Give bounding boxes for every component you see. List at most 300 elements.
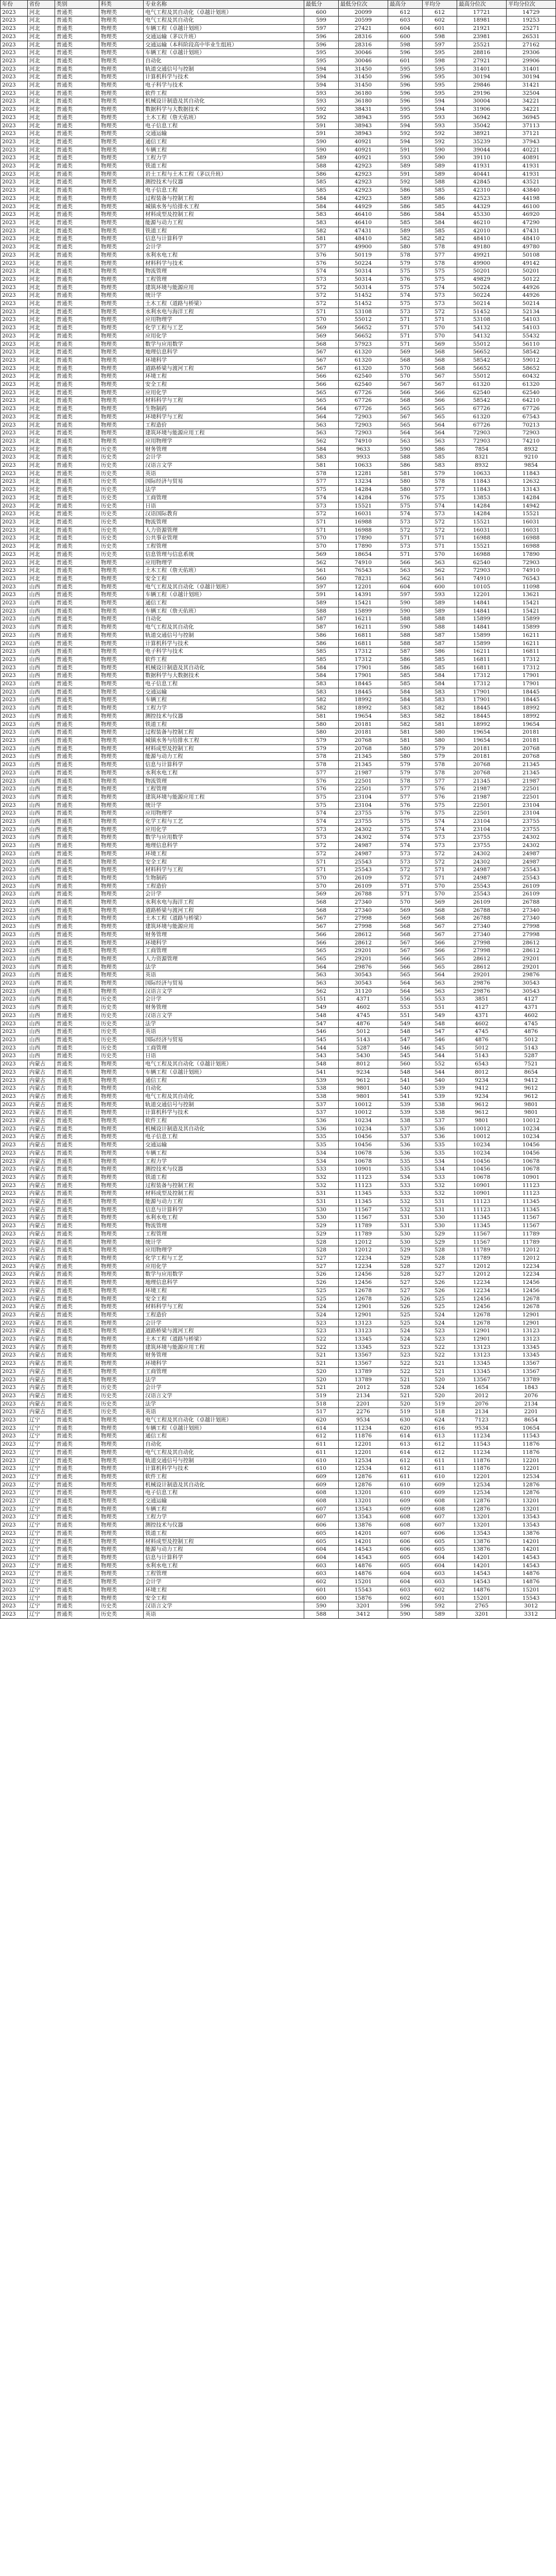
cell-min-rank: 14543 <box>338 1554 388 1562</box>
cell-year: 2023 <box>1 469 28 478</box>
cell-category: 普通类 <box>55 1246 99 1255</box>
cell-province: 内蒙古 <box>27 1068 55 1076</box>
cell-major: 法学 <box>144 486 304 494</box>
cell-subject: 物理类 <box>99 801 143 809</box>
cell-max-score: 586 <box>388 187 422 195</box>
cell-max-rank: 12901 <box>457 1327 507 1335</box>
cell-year: 2023 <box>1 1100 28 1109</box>
cell-max-rank: 12876 <box>457 1505 507 1513</box>
cell-major: 材料科学与工程 <box>144 397 304 405</box>
cell-avg-rank: 25271 <box>507 25 556 33</box>
cell-max-rank: 61320 <box>457 413 507 421</box>
cell-major: 安全工程 <box>144 858 304 866</box>
cell-min-rank: 31450 <box>338 73 388 81</box>
cell-min-score: 563 <box>304 979 338 988</box>
table-row <box>1 664 556 672</box>
cell-min-rank: 12876 <box>338 1472 388 1481</box>
cell-avg-score: 538 <box>422 1100 457 1109</box>
cell-major: 铁道工程 <box>144 227 304 235</box>
cell-major: 应用物理学 <box>144 437 304 445</box>
cell-max-score: 568 <box>388 397 422 405</box>
cell-min-rank: 50314 <box>338 283 388 292</box>
cell-min-rank: 31450 <box>338 81 388 90</box>
cell-category: 普通类 <box>55 235 99 243</box>
cell-avg-rank: 58652 <box>507 364 556 372</box>
cell-year: 2023 <box>1 1238 28 1246</box>
cell-min-rank: 29201 <box>338 947 388 955</box>
cell-province: 山西 <box>27 930 55 939</box>
cell-major: 工程管理 <box>144 275 304 283</box>
cell-max-score: 586 <box>388 655 422 664</box>
cell-category: 普通类 <box>55 1521 99 1530</box>
table-row <box>1 1303 556 1311</box>
cell-max-score: 565 <box>388 405 422 413</box>
cell-province: 河北 <box>27 388 55 397</box>
cell-min-rank: 50314 <box>338 267 388 276</box>
cell-province: 内蒙古 <box>27 1270 55 1279</box>
cell-year: 2023 <box>1 340 28 348</box>
cell-subject: 物理类 <box>99 680 143 688</box>
cell-max-score: 560 <box>388 1060 422 1069</box>
cell-year: 2023 <box>1 583 28 591</box>
cell-min-rank: 12901 <box>338 1311 388 1319</box>
cell-min-score: 594 <box>304 81 338 90</box>
cell-category: 普通类 <box>55 97 99 106</box>
cell-min-score: 573 <box>304 825 338 834</box>
cell-min-rank: 53108 <box>338 308 388 316</box>
cell-avg-score: 519 <box>422 1400 457 1408</box>
cell-avg-rank: 13123 <box>507 1335 556 1344</box>
cell-major: 数学与应用数学 <box>144 340 304 348</box>
cell-min-score: 535 <box>304 1133 338 1141</box>
cell-avg-rank: 14942 <box>507 502 556 510</box>
cell-category: 普通类 <box>55 227 99 235</box>
cell-max-score: 539 <box>388 1100 422 1109</box>
cell-avg-score: 552 <box>422 1060 457 1069</box>
cell-avg-score: 539 <box>422 1092 457 1100</box>
cell-avg-rank: 28612 <box>507 947 556 955</box>
cell-max-rank: 15521 <box>457 518 507 527</box>
cell-avg-score: 528 <box>422 1254 457 1262</box>
table-row <box>1 73 556 81</box>
cell-year: 2023 <box>1 1092 28 1100</box>
cell-avg-score: 529 <box>422 1238 457 1246</box>
table-row <box>1 574 556 583</box>
cell-avg-rank: 13123 <box>507 1327 556 1335</box>
cell-avg-rank: 12901 <box>507 1319 556 1327</box>
cell-min-rank: 42923 <box>338 178 388 187</box>
table-row <box>1 1554 556 1562</box>
cell-min-score: 611 <box>304 1440 338 1449</box>
cell-max-score: 547 <box>388 1036 422 1044</box>
cell-subject: 物理类 <box>99 1206 143 1214</box>
cell-min-score: 577 <box>304 769 338 777</box>
cell-max-score: 522 <box>388 1360 422 1368</box>
cell-major: 化学工程与工艺 <box>144 1254 304 1262</box>
cell-category: 普通类 <box>55 963 99 971</box>
cell-year: 2023 <box>1 543 28 551</box>
cell-min-score: 574 <box>304 267 338 276</box>
cell-avg-rank: 26109 <box>507 890 556 899</box>
cell-min-rank: 11789 <box>338 1230 388 1238</box>
cell-min-rank: 19654 <box>338 712 388 720</box>
cell-min-rank: 9234 <box>338 1068 388 1076</box>
cell-subject: 物理类 <box>99 340 143 348</box>
cell-province: 河北 <box>27 146 55 154</box>
cell-category: 普通类 <box>55 1303 99 1311</box>
cell-province: 山西 <box>27 623 55 632</box>
cell-max-score: 582 <box>388 235 422 243</box>
cell-major: 自动化 <box>144 57 304 65</box>
cell-year: 2023 <box>1 1028 28 1036</box>
cell-max-rank: 10901 <box>457 1181 507 1190</box>
cell-min-score: 570 <box>304 316 338 324</box>
cell-year: 2023 <box>1 1230 28 1238</box>
cell-category: 普通类 <box>55 1376 99 1384</box>
cell-max-score: 528 <box>388 1270 422 1279</box>
table-row <box>1 275 556 283</box>
cell-major: 环境工程 <box>144 372 304 381</box>
cell-min-score: 560 <box>304 574 338 583</box>
cell-min-score: 604 <box>304 1546 338 1554</box>
cell-province: 辽宁 <box>27 1465 55 1473</box>
cell-avg-rank: 12678 <box>507 1295 556 1303</box>
cell-avg-rank: 5287 <box>507 1052 556 1060</box>
cell-max-score: 596 <box>388 81 422 90</box>
cell-min-rank: 44929 <box>338 202 388 211</box>
table-row <box>1 478 556 486</box>
cell-avg-score: 594 <box>422 106 457 114</box>
table-row <box>1 1157 556 1165</box>
cell-province: 山西 <box>27 850 55 858</box>
cell-min-score: 525 <box>304 1286 338 1295</box>
cell-max-rank: 41931 <box>457 162 507 171</box>
cell-province: 辽宁 <box>27 1432 55 1440</box>
cell-min-rank: 18992 <box>338 696 388 704</box>
cell-category: 普通类 <box>55 1279 99 1287</box>
cell-subject: 物理类 <box>99 1254 143 1262</box>
table-row <box>1 283 556 292</box>
table-row <box>1 1489 556 1497</box>
cell-major: 物流管理 <box>144 267 304 276</box>
table-row <box>1 825 556 834</box>
table-row <box>1 793 556 801</box>
cell-min-rank: 2012 <box>338 1384 388 1392</box>
cell-subject: 物理类 <box>99 753 143 761</box>
cell-subject: 历史类 <box>99 1400 143 1408</box>
cell-subject: 物理类 <box>99 1084 143 1093</box>
cell-avg-rank: 14201 <box>507 1537 556 1546</box>
cell-avg-score: 598 <box>422 57 457 65</box>
cell-min-score: 537 <box>304 1100 338 1109</box>
cell-min-score: 520 <box>304 1367 338 1376</box>
cell-min-score: 563 <box>304 421 338 429</box>
cell-year: 2023 <box>1 664 28 672</box>
cell-avg-rank: 8654 <box>507 1416 556 1425</box>
cell-major: 交通运输 <box>144 1497 304 1505</box>
cell-subject: 物理类 <box>99 963 143 971</box>
table-row <box>1 81 556 90</box>
cell-major: 过程装备与控制工程 <box>144 194 304 202</box>
cell-max-rank: 48410 <box>457 235 507 243</box>
table-row <box>1 1060 556 1069</box>
table-row <box>1 704 556 713</box>
cell-subject: 物理类 <box>99 1060 143 1069</box>
cell-major: 车辆工程（卓越计划班） <box>144 1424 304 1432</box>
cell-min-score: 565 <box>304 955 338 963</box>
cell-major: 工程管理 <box>144 785 304 793</box>
cell-max-score: 566 <box>388 558 422 567</box>
cell-year: 2023 <box>1 890 28 899</box>
cell-category: 普通类 <box>55 469 99 478</box>
table-row <box>1 688 556 696</box>
cell-year: 2023 <box>1 526 28 534</box>
cell-max-rank: 9534 <box>457 1424 507 1432</box>
cell-major: 会计学 <box>144 1319 304 1327</box>
cell-year: 2023 <box>1 25 28 33</box>
cell-category: 普通类 <box>55 437 99 445</box>
cell-year: 2023 <box>1 567 28 575</box>
cell-min-score: 587 <box>304 623 338 632</box>
cell-subject: 物理类 <box>99 1432 143 1440</box>
cell-min-score: 594 <box>304 73 338 81</box>
cell-category: 普通类 <box>55 1100 99 1109</box>
cell-max-score: 563 <box>388 567 422 575</box>
table-row <box>1 1537 556 1546</box>
cell-min-score: 537 <box>304 1109 338 1117</box>
cell-province: 河北 <box>27 130 55 138</box>
cell-max-score: 589 <box>388 162 422 171</box>
cell-max-rank: 38921 <box>457 130 507 138</box>
cell-avg-score: 610 <box>422 1472 457 1481</box>
cell-major: 电气工程及其自动化 <box>144 1092 304 1100</box>
cell-max-rank: 19654 <box>457 736 507 744</box>
cell-subject: 物理类 <box>99 655 143 664</box>
cell-province: 内蒙古 <box>27 1173 55 1181</box>
table-row <box>1 1497 556 1505</box>
cell-avg-score: 582 <box>422 235 457 243</box>
cell-avg-rank: 16988 <box>507 543 556 551</box>
cell-max-score: 578 <box>388 251 422 259</box>
cell-subject: 物理类 <box>99 1327 143 1335</box>
cell-avg-rank: 41931 <box>507 162 556 171</box>
cell-major: 交通运输（本科阶段高中毕业生组班） <box>144 41 304 49</box>
cell-avg-score: 548 <box>422 1020 457 1028</box>
cell-min-score: 602 <box>304 1578 338 1586</box>
cell-max-rank: 13567 <box>457 1376 507 1384</box>
cell-category: 普通类 <box>55 486 99 494</box>
table-row <box>1 146 556 154</box>
cell-max-score: 571 <box>388 890 422 899</box>
cell-province: 山西 <box>27 631 55 639</box>
cell-major: 车辆工程 <box>144 1505 304 1513</box>
cell-max-score: 579 <box>388 769 422 777</box>
table-row <box>1 32 556 41</box>
cell-avg-rank: 13143 <box>507 486 556 494</box>
cell-avg-rank: 9612 <box>507 1092 556 1100</box>
cell-province: 内蒙古 <box>27 1133 55 1141</box>
cell-max-rank: 54132 <box>457 324 507 332</box>
cell-year: 2023 <box>1 187 28 195</box>
cell-max-rank: 31906 <box>457 106 507 114</box>
cell-year: 2023 <box>1 437 28 445</box>
cell-year: 2023 <box>1 599 28 607</box>
cell-province: 山西 <box>27 712 55 720</box>
cell-category: 普通类 <box>55 874 99 882</box>
cell-max-score: 567 <box>388 939 422 947</box>
cell-max-rank: 14201 <box>457 1562 507 1570</box>
cell-min-score: 527 <box>304 1254 338 1262</box>
cell-avg-rank: 48410 <box>507 235 556 243</box>
cell-avg-score: 568 <box>422 364 457 372</box>
cell-avg-score: 522 <box>422 1351 457 1360</box>
cell-avg-score: 592 <box>422 130 457 138</box>
cell-avg-rank: 22501 <box>507 793 556 801</box>
cell-subject: 物理类 <box>99 292 143 300</box>
cell-max-rank: 3201 <box>457 1610 507 1618</box>
cell-province: 内蒙古 <box>27 1230 55 1238</box>
cell-province: 山西 <box>27 923 55 931</box>
cell-min-rank: 13345 <box>338 1343 388 1351</box>
cell-avg-rank: 37943 <box>507 138 556 146</box>
cell-min-score: 576 <box>304 251 338 259</box>
cell-max-rank: 25543 <box>457 890 507 899</box>
cell-max-score: 570 <box>388 364 422 372</box>
cell-avg-rank: 16811 <box>507 648 556 656</box>
cell-min-score: 568 <box>304 340 338 348</box>
cell-major: 材料成型及控制工程 <box>144 1190 304 1198</box>
cell-min-rank: 24987 <box>338 842 388 850</box>
cell-avg-rank: 37113 <box>507 122 556 130</box>
cell-avg-rank: 16031 <box>507 526 556 534</box>
cell-major: 过程装备与控制工程 <box>144 1181 304 1190</box>
cell-major: 工商管理 <box>144 1044 304 1052</box>
cell-min-rank: 74910 <box>338 437 388 445</box>
cell-min-score: 591 <box>304 130 338 138</box>
cell-province: 河北 <box>27 381 55 389</box>
table-row <box>1 1432 556 1440</box>
table-row <box>1 1586 556 1594</box>
cell-max-rank: 31401 <box>457 65 507 73</box>
cell-avg-rank: 20181 <box>507 728 556 737</box>
cell-avg-score: 608 <box>422 1505 457 1513</box>
cell-min-score: 571 <box>304 858 338 866</box>
cell-avg-score: 612 <box>422 8 457 16</box>
cell-category: 普通类 <box>55 1311 99 1319</box>
cell-min-score: 565 <box>304 388 338 397</box>
cell-max-rank: 10234 <box>457 1141 507 1149</box>
cell-min-score: 614 <box>304 1424 338 1432</box>
cell-avg-score: 574 <box>422 818 457 826</box>
cell-major: 安全工程 <box>144 574 304 583</box>
cell-major: 车辆工程 <box>144 1149 304 1157</box>
cell-avg-score: 616 <box>422 1424 457 1432</box>
cell-max-score: 528 <box>388 1384 422 1392</box>
cell-province: 河北 <box>27 194 55 202</box>
cell-year: 2023 <box>1 162 28 171</box>
cell-avg-score: 568 <box>422 914 457 923</box>
cell-max-score: 568 <box>388 930 422 939</box>
table-row <box>1 1465 556 1473</box>
cell-max-score: 612 <box>388 1456 422 1465</box>
cell-avg-score: 572 <box>422 526 457 534</box>
cell-subject: 物理类 <box>99 397 143 405</box>
cell-province: 内蒙古 <box>27 1279 55 1287</box>
cell-avg-rank: 56110 <box>507 340 556 348</box>
cell-max-rank: 5143 <box>457 1052 507 1060</box>
cell-province: 河北 <box>27 574 55 583</box>
cell-province: 内蒙古 <box>27 1319 55 1327</box>
cell-max-score: 588 <box>388 615 422 623</box>
cell-major: 电子科学与技术 <box>144 648 304 656</box>
cell-max-rank: 16211 <box>457 648 507 656</box>
cell-major: 铁道工程 <box>144 162 304 171</box>
cell-min-score: 566 <box>304 939 338 947</box>
cell-major: 汉语言文学 <box>144 1011 304 1020</box>
cell-avg-score: 588 <box>422 178 457 187</box>
cell-major: 道路桥梁与渡河工程 <box>144 906 304 914</box>
cell-category: 普通类 <box>55 89 99 97</box>
table-row <box>1 753 556 761</box>
cell-major: 机械设计制造及其自动化 <box>144 664 304 672</box>
cell-avg-score: 595 <box>422 89 457 97</box>
cell-year: 2023 <box>1 1254 28 1262</box>
cell-min-rank: 30046 <box>338 57 388 65</box>
cell-major: 统计学 <box>144 1238 304 1246</box>
cell-avg-rank: 14284 <box>507 494 556 502</box>
cell-max-rank: 74910 <box>457 574 507 583</box>
cell-max-score: 548 <box>388 1068 422 1076</box>
cell-major: 工程管理 <box>144 1230 304 1238</box>
cell-max-rank: 2765 <box>457 1602 507 1611</box>
cell-max-score: 535 <box>388 1157 422 1165</box>
cell-avg-rank: 44926 <box>507 292 556 300</box>
cell-min-rank: 10234 <box>338 1117 388 1125</box>
cell-max-rank: 18445 <box>457 712 507 720</box>
cell-subject: 历史类 <box>99 1384 143 1392</box>
cell-category: 普通类 <box>55 1052 99 1060</box>
cell-year: 2023 <box>1 623 28 632</box>
cell-min-rank: 9933 <box>338 453 388 462</box>
cell-max-rank: 49900 <box>457 259 507 267</box>
cell-min-rank: 26788 <box>338 890 388 899</box>
table-row <box>1 1084 556 1093</box>
cell-province: 辽宁 <box>27 1472 55 1481</box>
cell-avg-score: 563 <box>422 437 457 445</box>
cell-year: 2023 <box>1 1222 28 1230</box>
cell-province: 辽宁 <box>27 1537 55 1546</box>
cell-major: 车辆工程（卓越计划班） <box>144 591 304 599</box>
cell-min-rank: 15521 <box>338 502 388 510</box>
cell-year: 2023 <box>1 65 28 73</box>
cell-major: 法学 <box>144 1020 304 1028</box>
cell-avg-rank: 2134 <box>507 1400 556 1408</box>
table-row <box>1 413 556 421</box>
cell-category: 普通类 <box>55 218 99 227</box>
cell-avg-rank: 50214 <box>507 300 556 308</box>
cell-avg-score: 600 <box>422 583 457 591</box>
cell-year: 2023 <box>1 413 28 421</box>
cell-province: 山西 <box>27 842 55 850</box>
cell-min-score: 533 <box>304 1165 338 1174</box>
cell-min-score: 521 <box>304 1360 338 1368</box>
cell-province: 山西 <box>27 1004 55 1012</box>
cell-min-rank: 36180 <box>338 89 388 97</box>
cell-avg-score: 574 <box>422 283 457 292</box>
table-row <box>1 1384 556 1392</box>
cell-max-score: 525 <box>388 1311 422 1319</box>
cell-max-rank: 17901 <box>457 688 507 696</box>
